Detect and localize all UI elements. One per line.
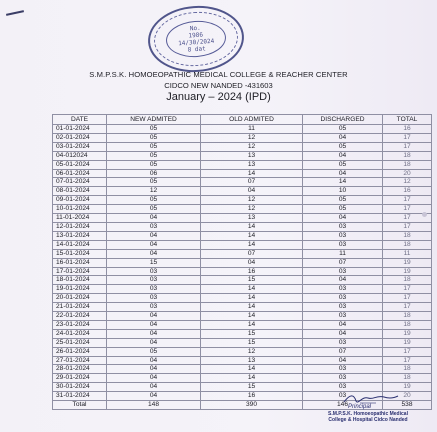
col-header-total: TOTAL bbox=[383, 115, 432, 125]
cell-date: 28-01-2024 bbox=[53, 365, 107, 374]
table-row bbox=[53, 303, 432, 312]
cell-discharged: 03 bbox=[303, 285, 383, 294]
cell-date: 30-01-2024 bbox=[53, 383, 107, 392]
table-row bbox=[53, 125, 432, 134]
cell-discharged: 05 bbox=[303, 142, 383, 151]
cell-discharged: 07 bbox=[303, 258, 383, 267]
table-row bbox=[53, 267, 432, 276]
cell-date: 03-01-2024 bbox=[53, 142, 107, 151]
cell-total: 16 bbox=[383, 187, 432, 196]
cell-new-admited: 04 bbox=[107, 374, 201, 383]
cell-total: 17 bbox=[383, 303, 432, 312]
cell-new-admited: 03 bbox=[107, 276, 201, 285]
cell-date: 22-01-2024 bbox=[53, 312, 107, 321]
cell-old-admited: 14 bbox=[201, 320, 303, 329]
seal-ring bbox=[152, 9, 240, 69]
col-header-new-admited: NEW ADMITED bbox=[107, 115, 201, 125]
total-cell-new-admited: 148 bbox=[107, 401, 201, 410]
cell-total: 18 bbox=[383, 365, 432, 374]
cell-date: 04-012024 bbox=[53, 151, 107, 160]
cell-new-admited: 05 bbox=[107, 178, 201, 187]
cell-discharged: 03 bbox=[303, 240, 383, 249]
cell-date: 31-01-2024 bbox=[53, 392, 107, 401]
cell-discharged: 03 bbox=[303, 294, 383, 303]
punch-hole bbox=[422, 212, 427, 217]
college-name: S.M.P.S.K. HOMOEOPATHIC MEDICAL COLLEGE & REACHER CENTER bbox=[89, 70, 348, 79]
cell-new-admited: 04 bbox=[107, 249, 201, 258]
cell-old-admited: 12 bbox=[201, 133, 303, 142]
cell-new-admited: 04 bbox=[107, 392, 201, 401]
cell-total: 18 bbox=[383, 276, 432, 285]
cell-discharged: 04 bbox=[303, 133, 383, 142]
table-row bbox=[53, 142, 432, 151]
cell-old-admited: 14 bbox=[201, 312, 303, 321]
cell-old-admited: 04 bbox=[201, 187, 303, 196]
cell-old-admited: 13 bbox=[201, 160, 303, 169]
cell-new-admited: 04 bbox=[107, 329, 201, 338]
cell-old-admited: 14 bbox=[201, 222, 303, 231]
cell-date: 13-01-2024 bbox=[53, 231, 107, 240]
cell-total: 16 bbox=[383, 125, 432, 134]
col-header-discharged: DISCHARGED bbox=[303, 115, 383, 125]
cell-old-admited: 15 bbox=[201, 329, 303, 338]
col-header-old-admited: OLD ADMITED bbox=[201, 115, 303, 125]
cell-discharged: 03 bbox=[303, 383, 383, 392]
cell-total: 17 bbox=[383, 205, 432, 214]
total-cell-date: Total bbox=[53, 401, 107, 410]
cell-date: 07-01-2024 bbox=[53, 178, 107, 187]
table-row bbox=[53, 383, 432, 392]
cell-old-admited: 12 bbox=[201, 205, 303, 214]
cell-discharged: 05 bbox=[303, 205, 383, 214]
cell-old-admited: 07 bbox=[201, 178, 303, 187]
cell-old-admited: 16 bbox=[201, 392, 303, 401]
cell-old-admited: 14 bbox=[201, 285, 303, 294]
cell-new-admited: 04 bbox=[107, 240, 201, 249]
cell-date: 06-01-2024 bbox=[53, 169, 107, 178]
cell-new-admited: 04 bbox=[107, 312, 201, 321]
cell-old-admited: 14 bbox=[201, 303, 303, 312]
cell-new-admited: 12 bbox=[107, 187, 201, 196]
seal-line-1: No. bbox=[189, 24, 201, 33]
cell-old-admited: 14 bbox=[201, 365, 303, 374]
cell-discharged: 11 bbox=[303, 249, 383, 258]
cell-date: 12-01-2024 bbox=[53, 222, 107, 231]
cell-new-admited: 06 bbox=[107, 169, 201, 178]
table-row bbox=[53, 356, 432, 365]
table-row bbox=[53, 160, 432, 169]
cell-discharged: 03 bbox=[303, 222, 383, 231]
total-cell-total: 538 bbox=[383, 401, 432, 410]
cell-old-admited: 15 bbox=[201, 383, 303, 392]
cell-discharged: 04 bbox=[303, 276, 383, 285]
cell-new-admited: 03 bbox=[107, 303, 201, 312]
table-row bbox=[53, 178, 432, 187]
cell-total: 17 bbox=[383, 133, 432, 142]
table-row bbox=[53, 365, 432, 374]
cell-total: 18 bbox=[383, 312, 432, 321]
cell-new-admited: 15 bbox=[107, 258, 201, 267]
cell-new-admited: 05 bbox=[107, 151, 201, 160]
cell-old-admited: 16 bbox=[201, 267, 303, 276]
college-seal bbox=[146, 3, 246, 76]
cell-old-admited: 14 bbox=[201, 374, 303, 383]
cell-total: 19 bbox=[383, 383, 432, 392]
cell-total: 20 bbox=[383, 169, 432, 178]
cell-date: 19-01-2024 bbox=[53, 285, 107, 294]
cell-discharged: 04 bbox=[303, 320, 383, 329]
cell-old-admited: 13 bbox=[201, 151, 303, 160]
pen-mark bbox=[6, 10, 24, 16]
cell-new-admited: 04 bbox=[107, 356, 201, 365]
cell-discharged: 05 bbox=[303, 160, 383, 169]
cell-total: 17 bbox=[383, 196, 432, 205]
seal-line-3: 14/30/2024 bbox=[177, 37, 215, 48]
stamp-line-1: S.M.P.S.K. Homoeopathic Medical bbox=[328, 411, 408, 417]
cell-old-admited: 12 bbox=[201, 142, 303, 151]
cell-discharged: 03 bbox=[303, 392, 383, 401]
cell-new-admited: 05 bbox=[107, 125, 201, 134]
cell-discharged: 14 bbox=[303, 178, 383, 187]
cell-total: 18 bbox=[383, 240, 432, 249]
cell-date: 09-01-2024 bbox=[53, 196, 107, 205]
cell-old-admited: 14 bbox=[201, 240, 303, 249]
cell-date: 15-01-2024 bbox=[53, 249, 107, 258]
table-row bbox=[53, 312, 432, 321]
college-address: CIDCO NEW NANDED -431603 bbox=[164, 81, 273, 90]
cell-old-admited: 07 bbox=[201, 249, 303, 258]
cell-discharged: 03 bbox=[303, 267, 383, 276]
cell-total: 17 bbox=[383, 347, 432, 356]
table-body bbox=[53, 125, 432, 410]
table-row bbox=[53, 205, 432, 214]
cell-date: 29-01-2024 bbox=[53, 374, 107, 383]
cell-old-admited: 13 bbox=[201, 356, 303, 365]
cell-date: 02-01-2024 bbox=[53, 133, 107, 142]
seal-line-2: 1986 bbox=[188, 31, 204, 40]
table-row bbox=[53, 294, 432, 303]
cell-total: 18 bbox=[383, 160, 432, 169]
cell-discharged: 04 bbox=[303, 214, 383, 223]
table-row bbox=[53, 374, 432, 383]
table-row bbox=[53, 196, 432, 205]
cell-total: 17 bbox=[383, 356, 432, 365]
table-row bbox=[53, 231, 432, 240]
cell-discharged: 07 bbox=[303, 347, 383, 356]
cell-date: 23-01-2024 bbox=[53, 320, 107, 329]
cell-old-admited: 14 bbox=[201, 294, 303, 303]
cell-new-admited: 03 bbox=[107, 294, 201, 303]
total-cell-old-admited: 390 bbox=[201, 401, 303, 410]
cell-total: 18 bbox=[383, 320, 432, 329]
cell-discharged: 10 bbox=[303, 187, 383, 196]
cell-total: 19 bbox=[383, 338, 432, 347]
cell-discharged: 03 bbox=[303, 365, 383, 374]
total-cell-discharged: 146 bbox=[303, 401, 383, 410]
table-row bbox=[53, 329, 432, 338]
cell-date: 01-01-2024 bbox=[53, 125, 107, 134]
cell-new-admited: 04 bbox=[107, 214, 201, 223]
cell-total: 17 bbox=[383, 214, 432, 223]
table-row bbox=[53, 285, 432, 294]
cell-date: 21-01-2024 bbox=[53, 303, 107, 312]
cell-total: 18 bbox=[383, 151, 432, 160]
cell-new-admited: 05 bbox=[107, 133, 201, 142]
cell-date: 24-01-2024 bbox=[53, 329, 107, 338]
cell-discharged: 04 bbox=[303, 169, 383, 178]
table-row bbox=[53, 214, 432, 223]
cell-discharged: 04 bbox=[303, 329, 383, 338]
cell-discharged: 05 bbox=[303, 125, 383, 134]
table-row bbox=[53, 240, 432, 249]
report-month: January – 2024 (IPD) bbox=[166, 91, 271, 103]
cell-new-admited: 05 bbox=[107, 142, 201, 151]
cell-old-admited: 15 bbox=[201, 338, 303, 347]
cell-date: 20-01-2024 bbox=[53, 294, 107, 303]
cell-date: 05-01-2024 bbox=[53, 160, 107, 169]
cell-total: 17 bbox=[383, 294, 432, 303]
cell-total: 20 bbox=[383, 392, 432, 401]
cell-discharged: 03 bbox=[303, 231, 383, 240]
stamp-line-2: College & Hospital Cidco Nanded bbox=[328, 417, 408, 423]
cell-total: 17 bbox=[383, 222, 432, 231]
cell-old-admited: 12 bbox=[201, 196, 303, 205]
table-row bbox=[53, 169, 432, 178]
cell-discharged: 04 bbox=[303, 356, 383, 365]
cell-discharged: 03 bbox=[303, 338, 383, 347]
cell-total: 11 bbox=[383, 249, 432, 258]
cell-date: 10-01-2024 bbox=[53, 205, 107, 214]
cell-total: 12 bbox=[383, 178, 432, 187]
cell-date: 18-01-2024 bbox=[53, 276, 107, 285]
cell-date: 08-01-2024 bbox=[53, 187, 107, 196]
cell-old-admited: 11 bbox=[201, 125, 303, 134]
table-row bbox=[53, 187, 432, 196]
cell-date: 25-01-2024 bbox=[53, 338, 107, 347]
seal-line-4: 8 dat bbox=[187, 45, 206, 54]
table-header-row bbox=[53, 115, 432, 125]
cell-new-admited: 05 bbox=[107, 160, 201, 169]
ipd-register-table bbox=[52, 114, 432, 410]
cell-new-admited: 05 bbox=[107, 205, 201, 214]
cell-date: 16-01-2024 bbox=[53, 258, 107, 267]
table-row bbox=[53, 133, 432, 142]
cell-total: 19 bbox=[383, 258, 432, 267]
cell-discharged: 05 bbox=[303, 196, 383, 205]
cell-discharged: 03 bbox=[303, 312, 383, 321]
cell-total: 18 bbox=[383, 374, 432, 383]
cell-new-admited: 05 bbox=[107, 196, 201, 205]
table-row bbox=[53, 320, 432, 329]
cell-new-admited: 04 bbox=[107, 383, 201, 392]
table-row bbox=[53, 249, 432, 258]
cell-old-admited: 14 bbox=[201, 231, 303, 240]
cell-new-admited: 03 bbox=[107, 267, 201, 276]
principal-title: Principal bbox=[348, 404, 372, 410]
cell-old-admited: 15 bbox=[201, 276, 303, 285]
cell-new-admited: 03 bbox=[107, 222, 201, 231]
cell-new-admited: 04 bbox=[107, 231, 201, 240]
cell-new-admited: 04 bbox=[107, 338, 201, 347]
cell-date: 14-01-2024 bbox=[53, 240, 107, 249]
cell-total: 17 bbox=[383, 142, 432, 151]
table-row bbox=[53, 276, 432, 285]
cell-new-admited: 04 bbox=[107, 365, 201, 374]
cell-old-admited: 12 bbox=[201, 347, 303, 356]
cell-total: 19 bbox=[383, 267, 432, 276]
cell-date: 11-01-2024 bbox=[53, 214, 107, 223]
cell-old-admited: 14 bbox=[201, 169, 303, 178]
cell-total: 17 bbox=[383, 285, 432, 294]
cell-discharged: 04 bbox=[303, 151, 383, 160]
cell-total: 18 bbox=[383, 231, 432, 240]
table-row bbox=[53, 151, 432, 160]
cell-old-admited: 13 bbox=[201, 214, 303, 223]
table-row bbox=[53, 347, 432, 356]
table-row bbox=[53, 222, 432, 231]
cell-new-admited: 05 bbox=[107, 347, 201, 356]
table-row bbox=[53, 338, 432, 347]
cell-date: 27-01-2024 bbox=[53, 356, 107, 365]
table-row bbox=[53, 258, 432, 267]
cell-old-admited: 04 bbox=[201, 258, 303, 267]
cell-total: 19 bbox=[383, 329, 432, 338]
col-header-date: DATE bbox=[53, 115, 107, 125]
cell-new-admited: 04 bbox=[107, 320, 201, 329]
cell-discharged: 03 bbox=[303, 374, 383, 383]
cell-discharged: 03 bbox=[303, 303, 383, 312]
cell-date: 26-01-2024 bbox=[53, 347, 107, 356]
cell-new-admited: 03 bbox=[107, 285, 201, 294]
principal-stamp bbox=[318, 411, 418, 423]
cell-date: 17-01-2024 bbox=[53, 267, 107, 276]
